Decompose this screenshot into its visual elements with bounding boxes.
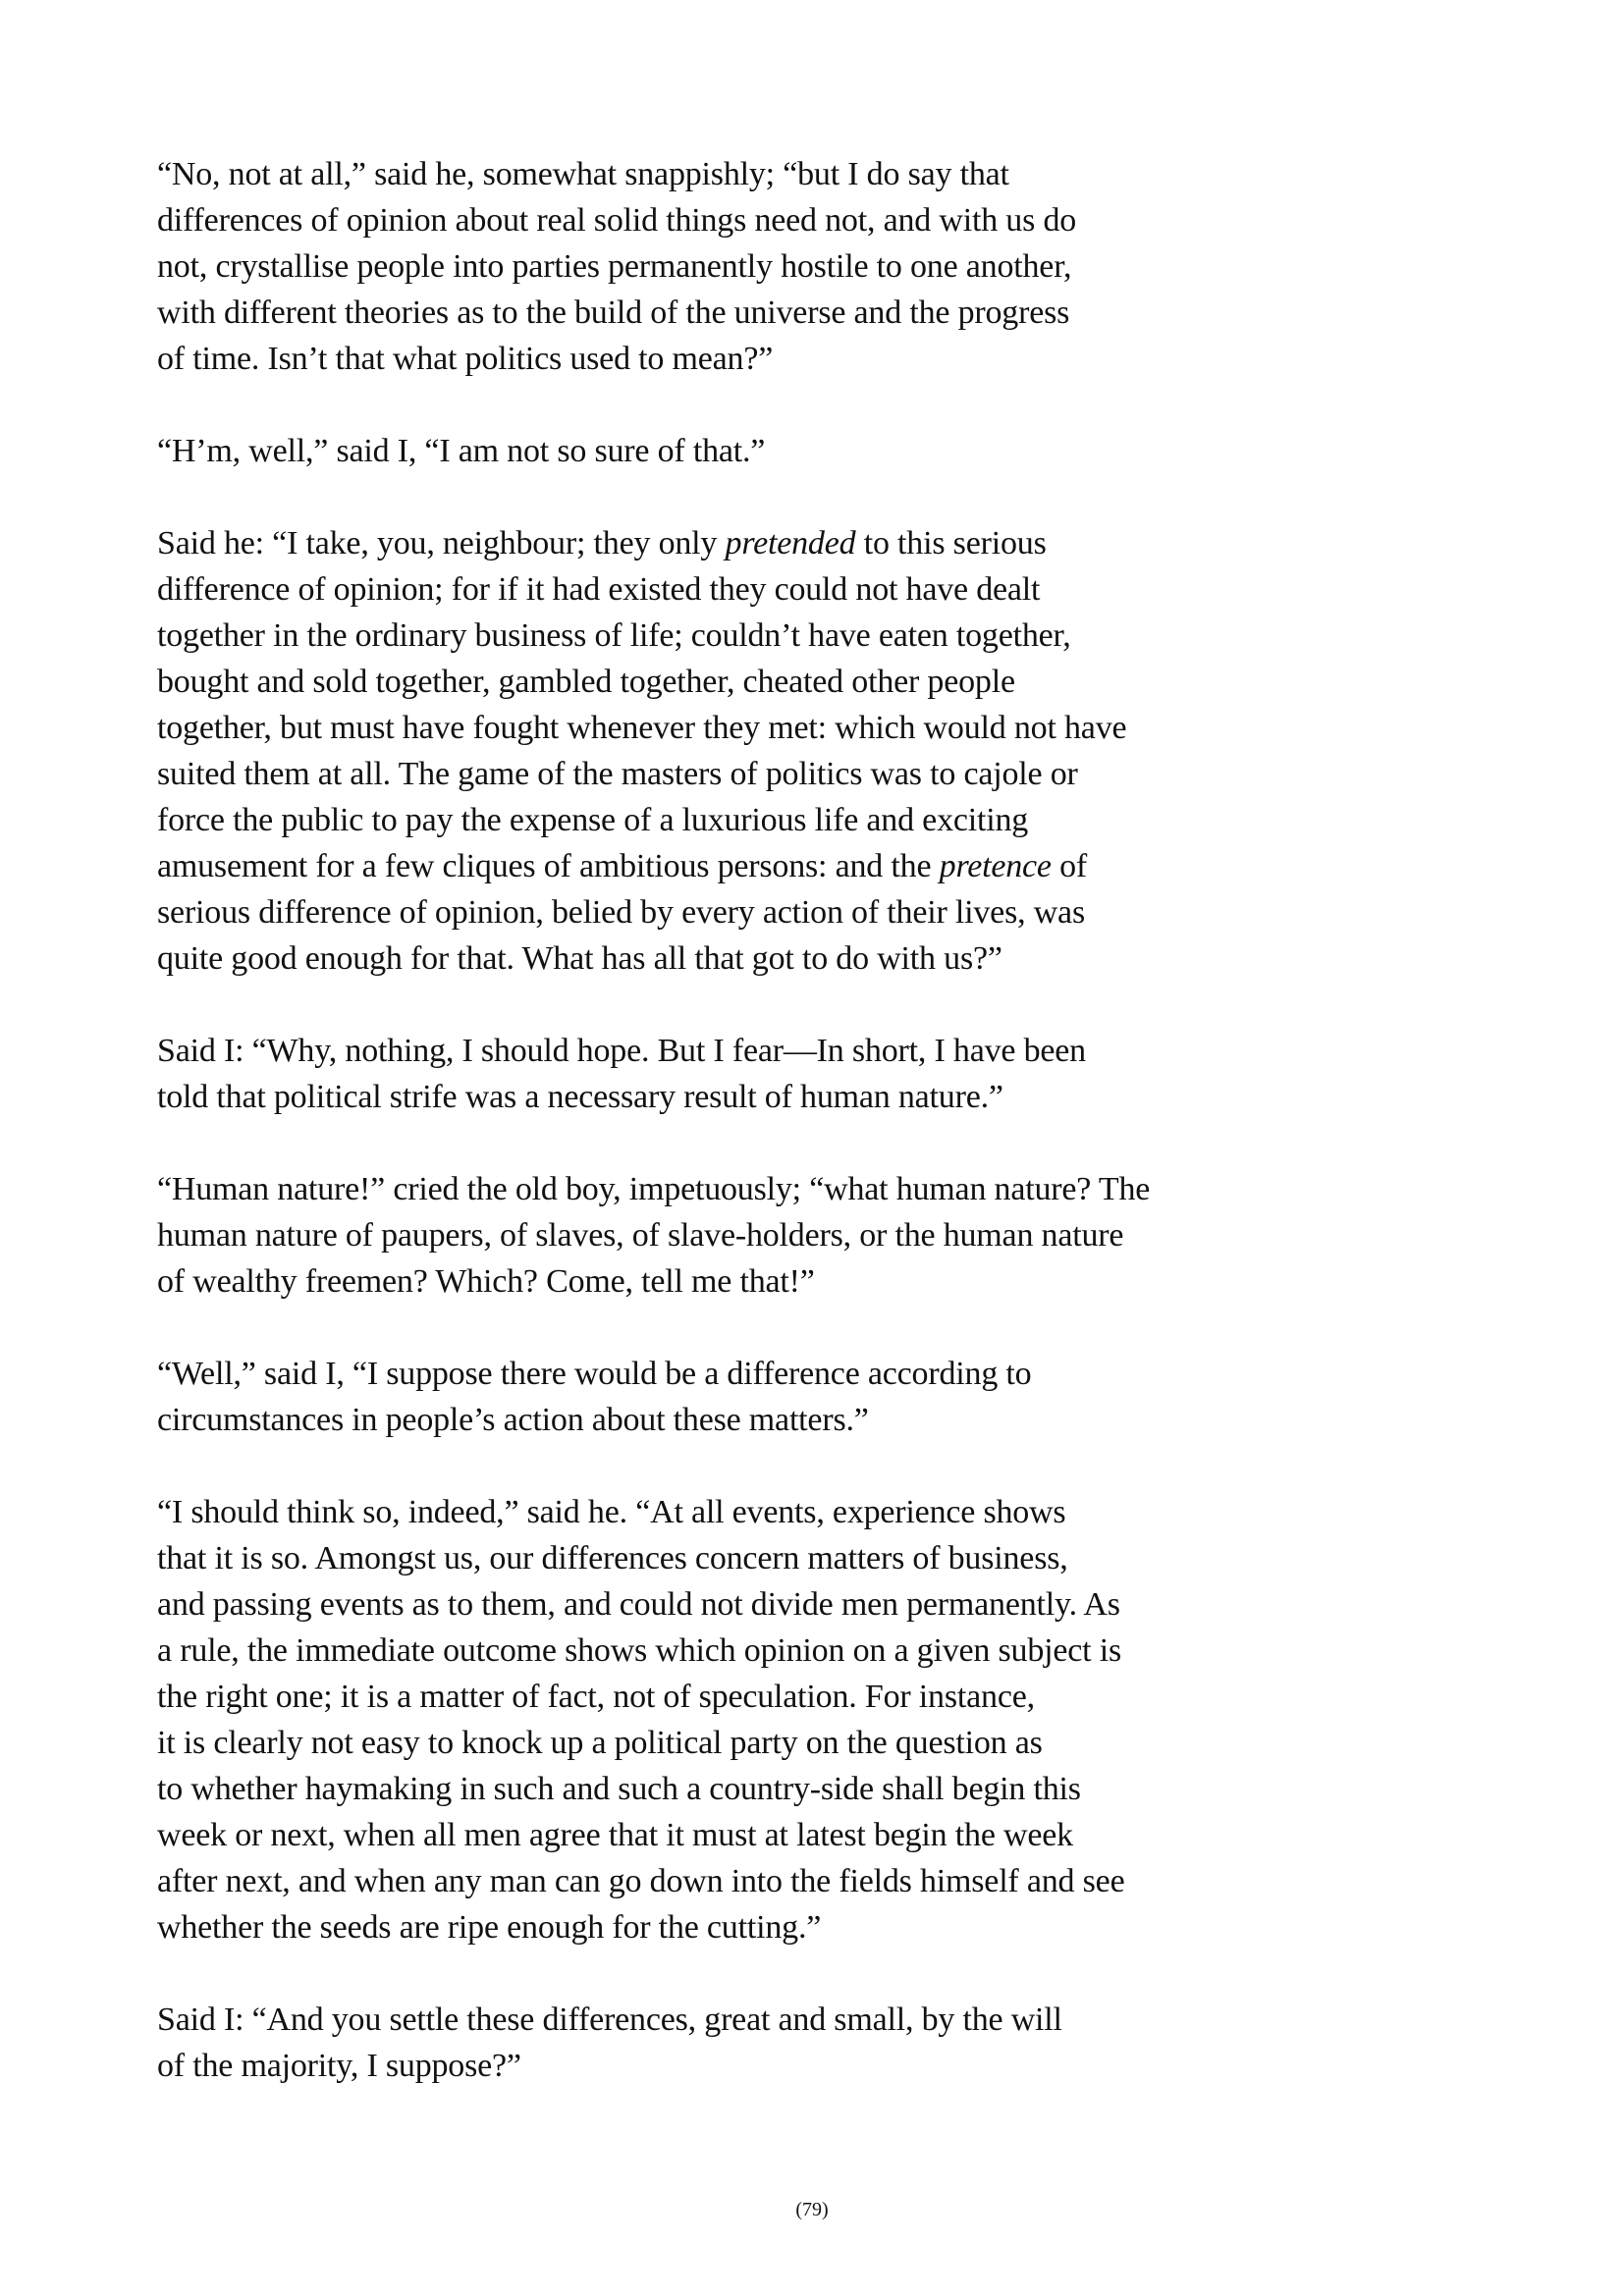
text-segment: “H’m, well,” said I, “I am not so sure of that.” — [157, 433, 766, 469]
page-number: (79) — [795, 2199, 829, 2220]
text-segment: “Human nature!” cried the old boy, impetuously; “what human nature? The — [157, 1171, 1151, 1207]
text-line — [157, 659, 1434, 705]
text-line — [157, 1720, 1434, 1766]
text-line — [157, 1535, 1434, 1581]
text-segment: quite good enough for that. What has all that got to do with us?” — [157, 940, 1002, 977]
text-segment: “I should think so, indeed,” said he. “At all events, experience shows — [157, 1494, 1066, 1530]
text-segment: with different theories as to the build of the universe and the progress — [157, 294, 1070, 331]
text-line — [157, 1581, 1434, 1628]
text-line — [157, 1674, 1434, 1720]
text-line — [157, 1074, 1434, 1120]
text-segment: that it is so. Amongst us, our differences concern matters of business, — [157, 1540, 1068, 1576]
paragraph — [157, 151, 1434, 382]
text-segment: differences of opinion about real solid things need not, and with us do — [157, 202, 1077, 239]
paragraph — [157, 1351, 1434, 1443]
text-line — [157, 428, 1434, 474]
text-segment: it is clearly not easy to knock up a political party on the question as — [157, 1725, 1043, 1761]
paragraph — [157, 1997, 1434, 2089]
text-line — [157, 1489, 1434, 1535]
text-line — [157, 290, 1434, 336]
text-line — [157, 197, 1434, 243]
text-line — [157, 520, 1434, 566]
text-line — [157, 1028, 1434, 1074]
text-line — [157, 1904, 1434, 1950]
text-segment: bought and sold together, gambled together, cheated other people — [157, 664, 1015, 700]
text-line — [157, 1166, 1434, 1212]
text-line — [157, 705, 1434, 751]
text-line — [157, 1397, 1434, 1443]
text-line — [157, 1258, 1434, 1305]
paragraph — [157, 428, 1434, 474]
body-text — [157, 151, 1434, 2135]
text-line — [157, 243, 1434, 290]
text-segment: Said he: “I take, you, neighbour; they only — [157, 525, 726, 561]
text-line — [157, 797, 1434, 843]
text-segment: “Well,” said I, “I suppose there would be a difference according to — [157, 1356, 1032, 1392]
paragraph — [157, 1489, 1434, 1950]
text-segment: circumstances in people’s action about these matters.” — [157, 1402, 869, 1438]
text-line — [157, 1858, 1434, 1904]
text-line — [157, 1812, 1434, 1858]
text-segment: together in the ordinary business of life; couldn’t have eaten together, — [157, 617, 1071, 654]
text-line — [157, 751, 1434, 797]
text-segment: a rule, the immediate outcome shows which opinion on a given subject is — [157, 1632, 1121, 1669]
text-segment: together, but must have fought whenever they met: which would not have — [157, 710, 1127, 746]
text-line — [157, 566, 1434, 613]
text-segment: to this serious — [855, 525, 1047, 561]
paragraph — [157, 1028, 1434, 1120]
text-line — [157, 151, 1434, 197]
text-segment: and passing events as to them, and could not divide men permanently. As — [157, 1586, 1120, 1623]
text-segment: of wealthy freemen? Which? Come, tell me that!” — [157, 1263, 815, 1300]
text-segment: force the public to pay the expense of a luxurious life and exciting — [157, 802, 1029, 838]
text-segment: not, crystallise people into parties permanently hostile to one another, — [157, 248, 1072, 285]
text-line — [157, 843, 1434, 889]
text-segment: after next, and when any man can go down into the fields himself and see — [157, 1863, 1125, 1899]
text-line — [157, 1212, 1434, 1258]
text-line — [157, 336, 1434, 382]
text-segment: of the majority, I suppose?” — [157, 2048, 521, 2084]
text-segment: “No, not at all,” said he, somewhat snappishly; “but I do say that — [157, 156, 1009, 192]
italic-emphasis: pretended — [725, 525, 856, 561]
text-line — [157, 2043, 1434, 2089]
paragraph — [157, 520, 1434, 982]
text-segment: the right one; it is a matter of fact, not of speculation. For instance, — [157, 1679, 1035, 1715]
text-segment: difference of opinion; for if it had existed they could not have dealt — [157, 571, 1041, 608]
text-line — [157, 1766, 1434, 1812]
text-line — [157, 1997, 1434, 2043]
text-line — [157, 889, 1434, 935]
text-segment: week or next, when all men agree that it must at latest begin the week — [157, 1817, 1073, 1853]
text-segment: whether the seeds are ripe enough for the cutting.” — [157, 1909, 822, 1946]
text-line — [157, 1351, 1434, 1397]
paragraph — [157, 1166, 1434, 1305]
text-segment: Said I: “And you settle these differences, great and small, by the will — [157, 2002, 1062, 2038]
text-segment: Said I: “Why, nothing, I should hope. But I fear—In short, I have been — [157, 1033, 1086, 1069]
text-segment: amusement for a few cliques of ambitious persons: and the — [157, 848, 940, 884]
text-segment: of time. Isn’t that what politics used to mean?” — [157, 341, 774, 377]
italic-emphasis: pretence — [939, 848, 1052, 884]
text-segment: suited them at all. The game of the masters of politics was to cajole or — [157, 756, 1078, 792]
text-segment: human nature of paupers, of slaves, of slave-holders, or the human nature — [157, 1217, 1124, 1254]
text-segment: to whether haymaking in such and such a country-side shall begin this — [157, 1771, 1081, 1807]
text-segment: of — [1051, 848, 1088, 884]
text-segment: told that political strife was a necessary result of human nature.” — [157, 1079, 1003, 1115]
text-line — [157, 935, 1434, 982]
text-segment: serious difference of opinion, belied by every action of their lives, was — [157, 894, 1085, 931]
text-line — [157, 613, 1434, 659]
text-line — [157, 1628, 1434, 1674]
